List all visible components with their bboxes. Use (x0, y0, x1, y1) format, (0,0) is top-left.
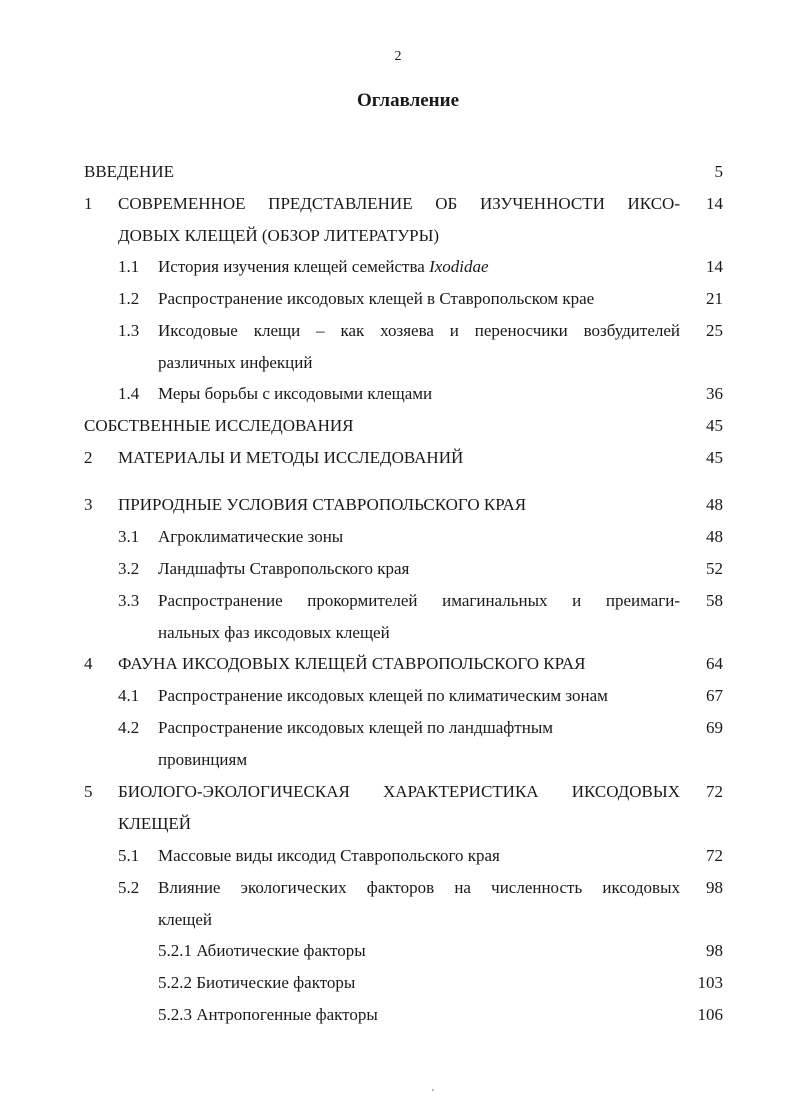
toc-entry-number: 5.2 (118, 878, 140, 897)
toc-entry-page: 5 (714, 162, 723, 181)
toc-entry-page: 69 (706, 718, 723, 737)
toc-entry-text-continued: различных инфекций (158, 353, 313, 372)
page-title: Оглавление (356, 90, 460, 111)
toc-entry-page: 64 (706, 654, 723, 673)
toc-entry-number: 4 (84, 654, 93, 673)
toc-entry-number: 1.2 (118, 289, 140, 308)
toc-entry-text: ПРИРОДНЫЕ УСЛОВИЯ СТАВРОПОЛЬСКОГО КРАЯ (118, 495, 527, 514)
toc-entry-chapter-3[interactable] (84, 492, 724, 518)
toc-entry-number: 5 (84, 782, 93, 801)
toc-entry-text: Меры борьбы с иксодовыми клещами (158, 384, 433, 403)
toc-entry-page: 106 (697, 1005, 723, 1024)
toc-entry-number: 2 (84, 448, 93, 467)
toc-entry-number: 4.1 (118, 686, 140, 705)
toc-entry-number: 4.2 (118, 718, 140, 737)
toc-entry-text: СОВРЕМЕННОЕ ПРЕДСТАВЛЕНИЕ ОБ ИЗУЧЕННОСТИ ИКСО- (118, 194, 680, 213)
toc-entry-text: ВВЕДЕНИЕ (84, 162, 174, 181)
toc-entry-text: 5.2.1 Абиотические факторы (158, 941, 366, 960)
toc-entry-number: 5.1 (118, 846, 140, 865)
toc-entry-page: 67 (706, 686, 723, 705)
toc-entry-section-3-3[interactable] (118, 588, 724, 614)
toc-entry-text: ФАУНА ИКСОДОВЫХ КЛЕЩЕЙ СТАВРОПОЛЬСКОГО КРАЯ (118, 654, 586, 673)
toc-entry-section-1-2[interactable] (118, 286, 724, 312)
toc-entry-section-1-3-continued (118, 350, 724, 376)
page-number: 2 (394, 49, 402, 64)
toc-entry-chapter-4[interactable] (84, 651, 724, 677)
toc-entry-text-continued: провинциям (158, 750, 248, 769)
toc-entry-text: Влияние экологических факторов на численность иксодовых (158, 878, 680, 897)
toc-entry-number: 1.1 (118, 257, 140, 276)
toc-entry-number: 1.4 (118, 384, 140, 403)
toc-entry-text-continued: ДОВЫХ КЛЕЩЕЙ (ОБЗОР ЛИТЕРАТУРЫ) (118, 226, 440, 245)
toc-entry-page: 58 (706, 591, 723, 610)
toc-entry-page: 52 (706, 559, 723, 578)
toc-entry-number: 3.2 (118, 559, 140, 578)
toc-entry-section-1-4[interactable] (118, 381, 724, 407)
toc-entry-number: 3.3 (118, 591, 140, 610)
toc-entry-page: 48 (706, 495, 723, 514)
toc-entry-text: 5.2.2 Биотические факторы (158, 973, 356, 992)
toc-entry-page: 45 (706, 448, 723, 467)
toc-entry-chapter-1-continued (84, 223, 724, 249)
toc-entry-text: Ландшафты Ставропольского края (158, 559, 410, 578)
toc-entry-text-continued: нальных фаз иксодовых клещей (158, 623, 390, 642)
toc-entry-number: 3 (84, 495, 93, 514)
toc-entry-chapter-5-continued (84, 811, 724, 837)
toc-entry-text: Иксодовые клещи – как хозяева и переносчики возбудителей (158, 321, 680, 340)
toc-entry-section-5-2[interactable] (118, 875, 724, 901)
toc-entry-section-5-2-continued (118, 907, 724, 933)
toc-entry-page: 98 (706, 941, 723, 960)
toc-entry-page: 14 (706, 257, 723, 276)
toc-entry-number: 1 (84, 194, 93, 213)
toc-entry-text: 5.2.3 Антропогенные факторы (158, 1005, 378, 1024)
toc-entry-page: 45 (706, 416, 723, 435)
toc-entry-section-4-2-continued (118, 747, 724, 773)
toc-entry-text (158, 254, 489, 280)
toc-entry-text: Массовые виды иксодид Ставропольского края (158, 846, 500, 865)
toc-entry-introduction[interactable] (84, 159, 724, 185)
toc-entry-subsection-5-2-3[interactable] (158, 1002, 724, 1028)
toc-entry-subsection-5-2-2[interactable] (158, 970, 724, 996)
toc-entry-section-1-1[interactable] (118, 254, 724, 280)
toc-entry-text: Распространение прокормителей имагинальных и преимаги- (158, 591, 680, 610)
toc-entry-text-continued: клещей (158, 910, 213, 929)
scan-mark: ' (432, 1088, 434, 1099)
toc-entry-section-3-1[interactable] (118, 524, 724, 550)
toc-entry-page: 21 (706, 289, 723, 308)
toc-entry-section-3-3-continued (118, 620, 724, 646)
toc-entry-text-italic: Ixodidae (429, 257, 489, 276)
toc-entry-section-5-1[interactable] (118, 843, 724, 869)
toc-entry-text: МАТЕРИАЛЫ И МЕТОДЫ ИССЛЕДОВАНИЙ (118, 448, 464, 467)
toc-entry-text: Распространение иксодовых клещей по климатическим зонам (158, 686, 608, 705)
toc-entry-section-1-3[interactable] (118, 318, 724, 344)
toc-entry-text: Агроклиматические зоны (158, 527, 344, 546)
toc-entry-page: 103 (697, 973, 723, 992)
toc-entry-own-research[interactable] (84, 413, 724, 439)
toc-entry-text: Распространение иксодовых клещей по ландшафтным (158, 718, 554, 737)
toc-entry-subsection-5-2-1[interactable] (158, 938, 724, 964)
toc-entry-section-4-2[interactable] (118, 715, 724, 741)
toc-entry-chapter-5[interactable] (84, 779, 724, 805)
toc-entry-chapter-1[interactable] (84, 191, 724, 217)
toc-entry-text-continued: КЛЕЩЕЙ (118, 814, 192, 833)
toc-entry-text: СОБСТВЕННЫЕ ИССЛЕДОВАНИЯ (84, 416, 354, 435)
toc-entry-page: 72 (706, 846, 723, 865)
toc-entry-section-3-2[interactable] (118, 556, 724, 582)
toc-entry-page: 48 (706, 527, 723, 546)
toc-entry-page: 14 (706, 194, 723, 213)
toc-entry-section-4-1[interactable] (118, 683, 724, 709)
toc-entry-text: БИОЛОГО-ЭКОЛОГИЧЕСКАЯ ХАРАКТЕРИСТИКА ИКСОДОВЫХ (118, 782, 680, 801)
toc-entry-text: Распространение иксодовых клещей в Ставропольском крае (158, 289, 595, 308)
toc-entry-number: 1.3 (118, 321, 140, 340)
toc-entry-page: 25 (706, 321, 723, 340)
toc-entry-page: 98 (706, 878, 723, 897)
toc-entry-page: 72 (706, 782, 723, 801)
toc-entry-number: 3.1 (118, 527, 140, 546)
toc-entry-text-plain: История изучения клещей семейства (158, 257, 430, 276)
toc-entry-chapter-2[interactable] (84, 445, 724, 471)
toc-entry-page: 36 (706, 384, 723, 403)
